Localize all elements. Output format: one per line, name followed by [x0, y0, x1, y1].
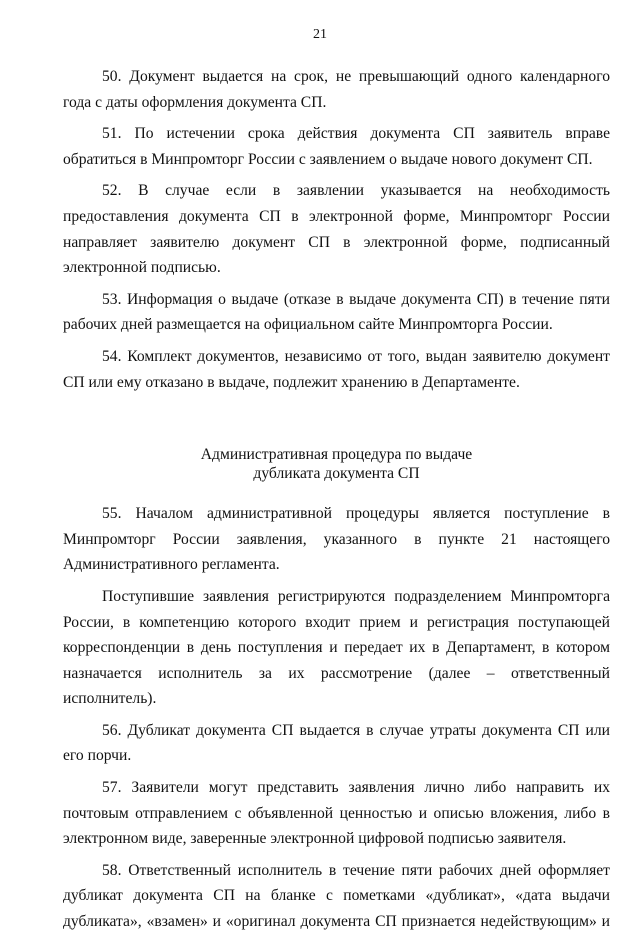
paragraph-57: 57. Заявители могут представить заявления лично либо направить их почтовым отправлением с объявленной ценностью и описью вложения, либо в электронном виде, заверенные электронной цифровой подписью заявителя.	[63, 779, 610, 848]
paragraph-55: 55. Началом административной процедуры является поступление в Минпромторг России заявления, указанного в пункте 21 настоящего Административного регламента.	[63, 505, 610, 574]
section-heading	[63, 445, 610, 483]
paragraph-58: 58. Ответственный исполнитель в течение пяти рабочих дней оформляет дубликат документа СП на бланке с пометками «дубликат», «дата выдачи дубликата», «взамен» и «оригинал документа СП признается недействующим» и	[63, 861, 610, 931]
section-heading-line-1: Административная процедура по выдаче	[200, 446, 473, 464]
paragraph-55-continued: Поступившие заявления регистрируются подразделением Минпромторга России, в компетенцию которого входит прием и регистрация поступающей корреспонденции в день поступления и передает их в Департамент, в котором назначается исполнитель за их рассмотрение (далее – ответственный исполнитель).	[63, 587, 610, 708]
paragraph-56: 56. Дубликат документа СП выдается в случае утраты документа СП или его порчи.	[63, 721, 610, 765]
paragraph-51: 51. По истечении срока действия документа СП заявитель вправе обратиться в Минпромторг России с заявлением о выдаче нового документ СП.	[63, 125, 610, 168]
paragraph-54: 54. Комплект документов, независимо от того, выдан заявителю документ СП или ему отказано в выдаче, подлежит хранению в Департаменте.	[63, 347, 610, 391]
document-body	[63, 64, 610, 941]
section-heading-line-2: дубликата документа СП	[253, 465, 420, 483]
paragraph-52: 52. В случае если в заявлении указывается на необходимость предоставления документа СП в электронной форме, Минпромторг России направляет заявителю документ СП в электронной форме, подписанный электронной подписью.	[63, 182, 610, 277]
page-number: 21	[313, 27, 327, 42]
paragraph-53: 53. Информация о выдаче (отказе в выдаче документа СП) в течение пяти рабочих дней размещается на официальном сайте Минпромторга России.	[63, 290, 610, 334]
paragraph-50: 50. Документ выдается на срок, не превышающий одного календарного года с даты оформления документа СП.	[63, 68, 610, 111]
